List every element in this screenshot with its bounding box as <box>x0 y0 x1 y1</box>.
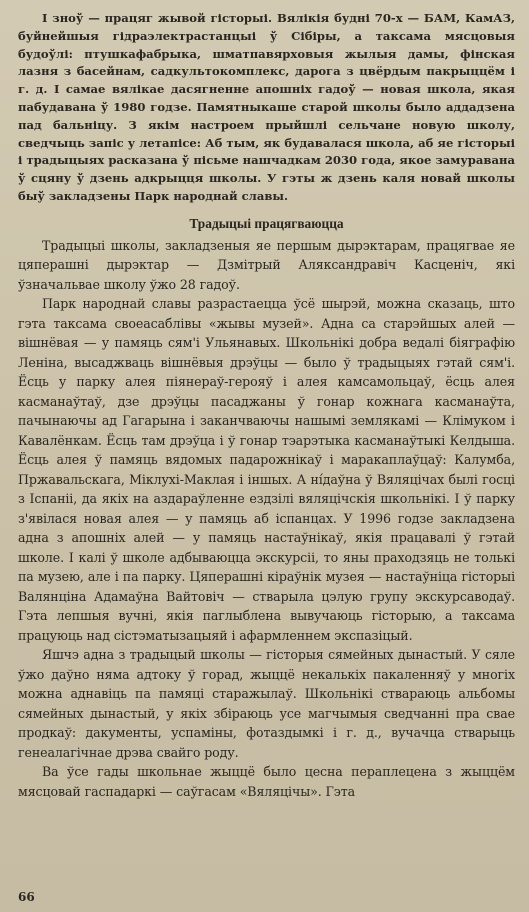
paragraph-4: Ва ўсе гады школьнае жыццё было цесна пераплецена з жыццём мясцовай гаспадаркі — саўгасам «Вяляцічы». Гэта <box>18 764 515 799</box>
paragraph-1: Традыцыі школы, закладзеныя яе першым дырэктарам, працягвае яе цяперашні дырэктар — Дзмітрый Аляксандравіч Касценіч, які ўзначальвае школу ўжо 28 гадоў. <box>18 237 515 292</box>
intro-block <box>18 10 515 206</box>
intro-paragraph: І зноў — працяг жывой гісторыі. Вялікія будні 70-х — БАМ, КамАЗ, буйнейшыя гідраэлектрастанцыі ў Сібіры, а таксама мясцовыя будоўлі: птушкафабрыка, шматпавярховыя жылыя дамы, фінская лазня з басейнам, садкультокомплекс, дарога з цвёрдым пакрыццём і г. д. І самае вялікае дасягненне апошніх гадоў — новая школа, якая пабудавана ў 1980 годзе. Памятныкаше старой школы было аддадзена пад бальніцу. З якім настроем прыйшлі сельчане новую школу, сведчыць запіс у летапісе: Аб тым, як будавалася школа, аб яе гісторыі і традыцыях расказана ў пісьме нашчадкам 2030 года, якое замуравана ў сцяну ў дзень адкрыцця школы. У гэты ж дзень каля новай школы быў закладзены Парк народнай славы. <box>18 11 515 203</box>
paragraph-2: Парк народнай славы разрастаецца ўсё шырэй, можна сказаць, што гэта таксама своеасаблівы «жывы музей». Адна са старэйшых алей — вішнёвая — у памяць сям'і Ульянавых. Школьнікі добра ведалі біяграфію Леніна, высаджваць вішнёвыя дрэўцы — было ў традыцыях гэтай сям'і. Ёсць у парку алея піянераў-герояў і алея камсамольцаў, ёсць алея касманаўтаў, дзе дрэўцы пасаджаны ў гонар кожнага касманаўта, пачынаючы ад Гагарына і заканчваючы нашымі землякамі — Клімуком і Кавалёнкам. Ёсць там дрэўца і ў гонар тэарэтыка касманаўтыкі Келдыша. Ёсць алея ў памяць вядомых падарожнікаў і маракаплаўцаў: Калумба, Пржавальскага, Міклухі-Маклая і іншых. А ні́даўна ў Вяляцічах былі госці з Іспаніі, да якіх на аздараўленне ездзілі вяляцічскія школьнікі. І ў парку з'явілася новая алея — у памяць аб іспанцах. У 1996 годзе закладзена адна з апошніх алей — у памяць настаўнікаў, якія працавалі ў гэтай школе. І калі ў школе адбываюцца экскурсіі, то яны праходзяць не толькі па музею, але і па парку. Цяперашні кіраўнік музея — настаўніца гісторыі Валянціна Адамаўна Вайтовіч — стварыла цэлую групу экскурсаводаў. Гэта лепшыя вучні, якія паглыблена вывучаюць гісторыю, а таксама працуюць над сістэматызацыяй і афармленнем экспазіцый. <box>18 296 515 643</box>
page-number: 66 <box>18 890 35 904</box>
section-heading: Традыцыі працягваюцца <box>189 215 344 231</box>
paragraph-3: Яшчэ адна з традыцый школы — гісторыя сямейных дынастый. У сяле ўжо даўно няма адтоку ў горад, жыццё некалькіх пакаленняў у многіх можна аднавіць па памяці старажылаў. Школьнікі ствараюць альбомы сямейных дынастый, у якіх збіраюць усе магчымыя сведчанні пра свае продкаў: дакументы, успаміны, фотаздымкі і г. д., вучачца стварыць генеалагічнае дрэва свайго роду. <box>18 647 515 760</box>
